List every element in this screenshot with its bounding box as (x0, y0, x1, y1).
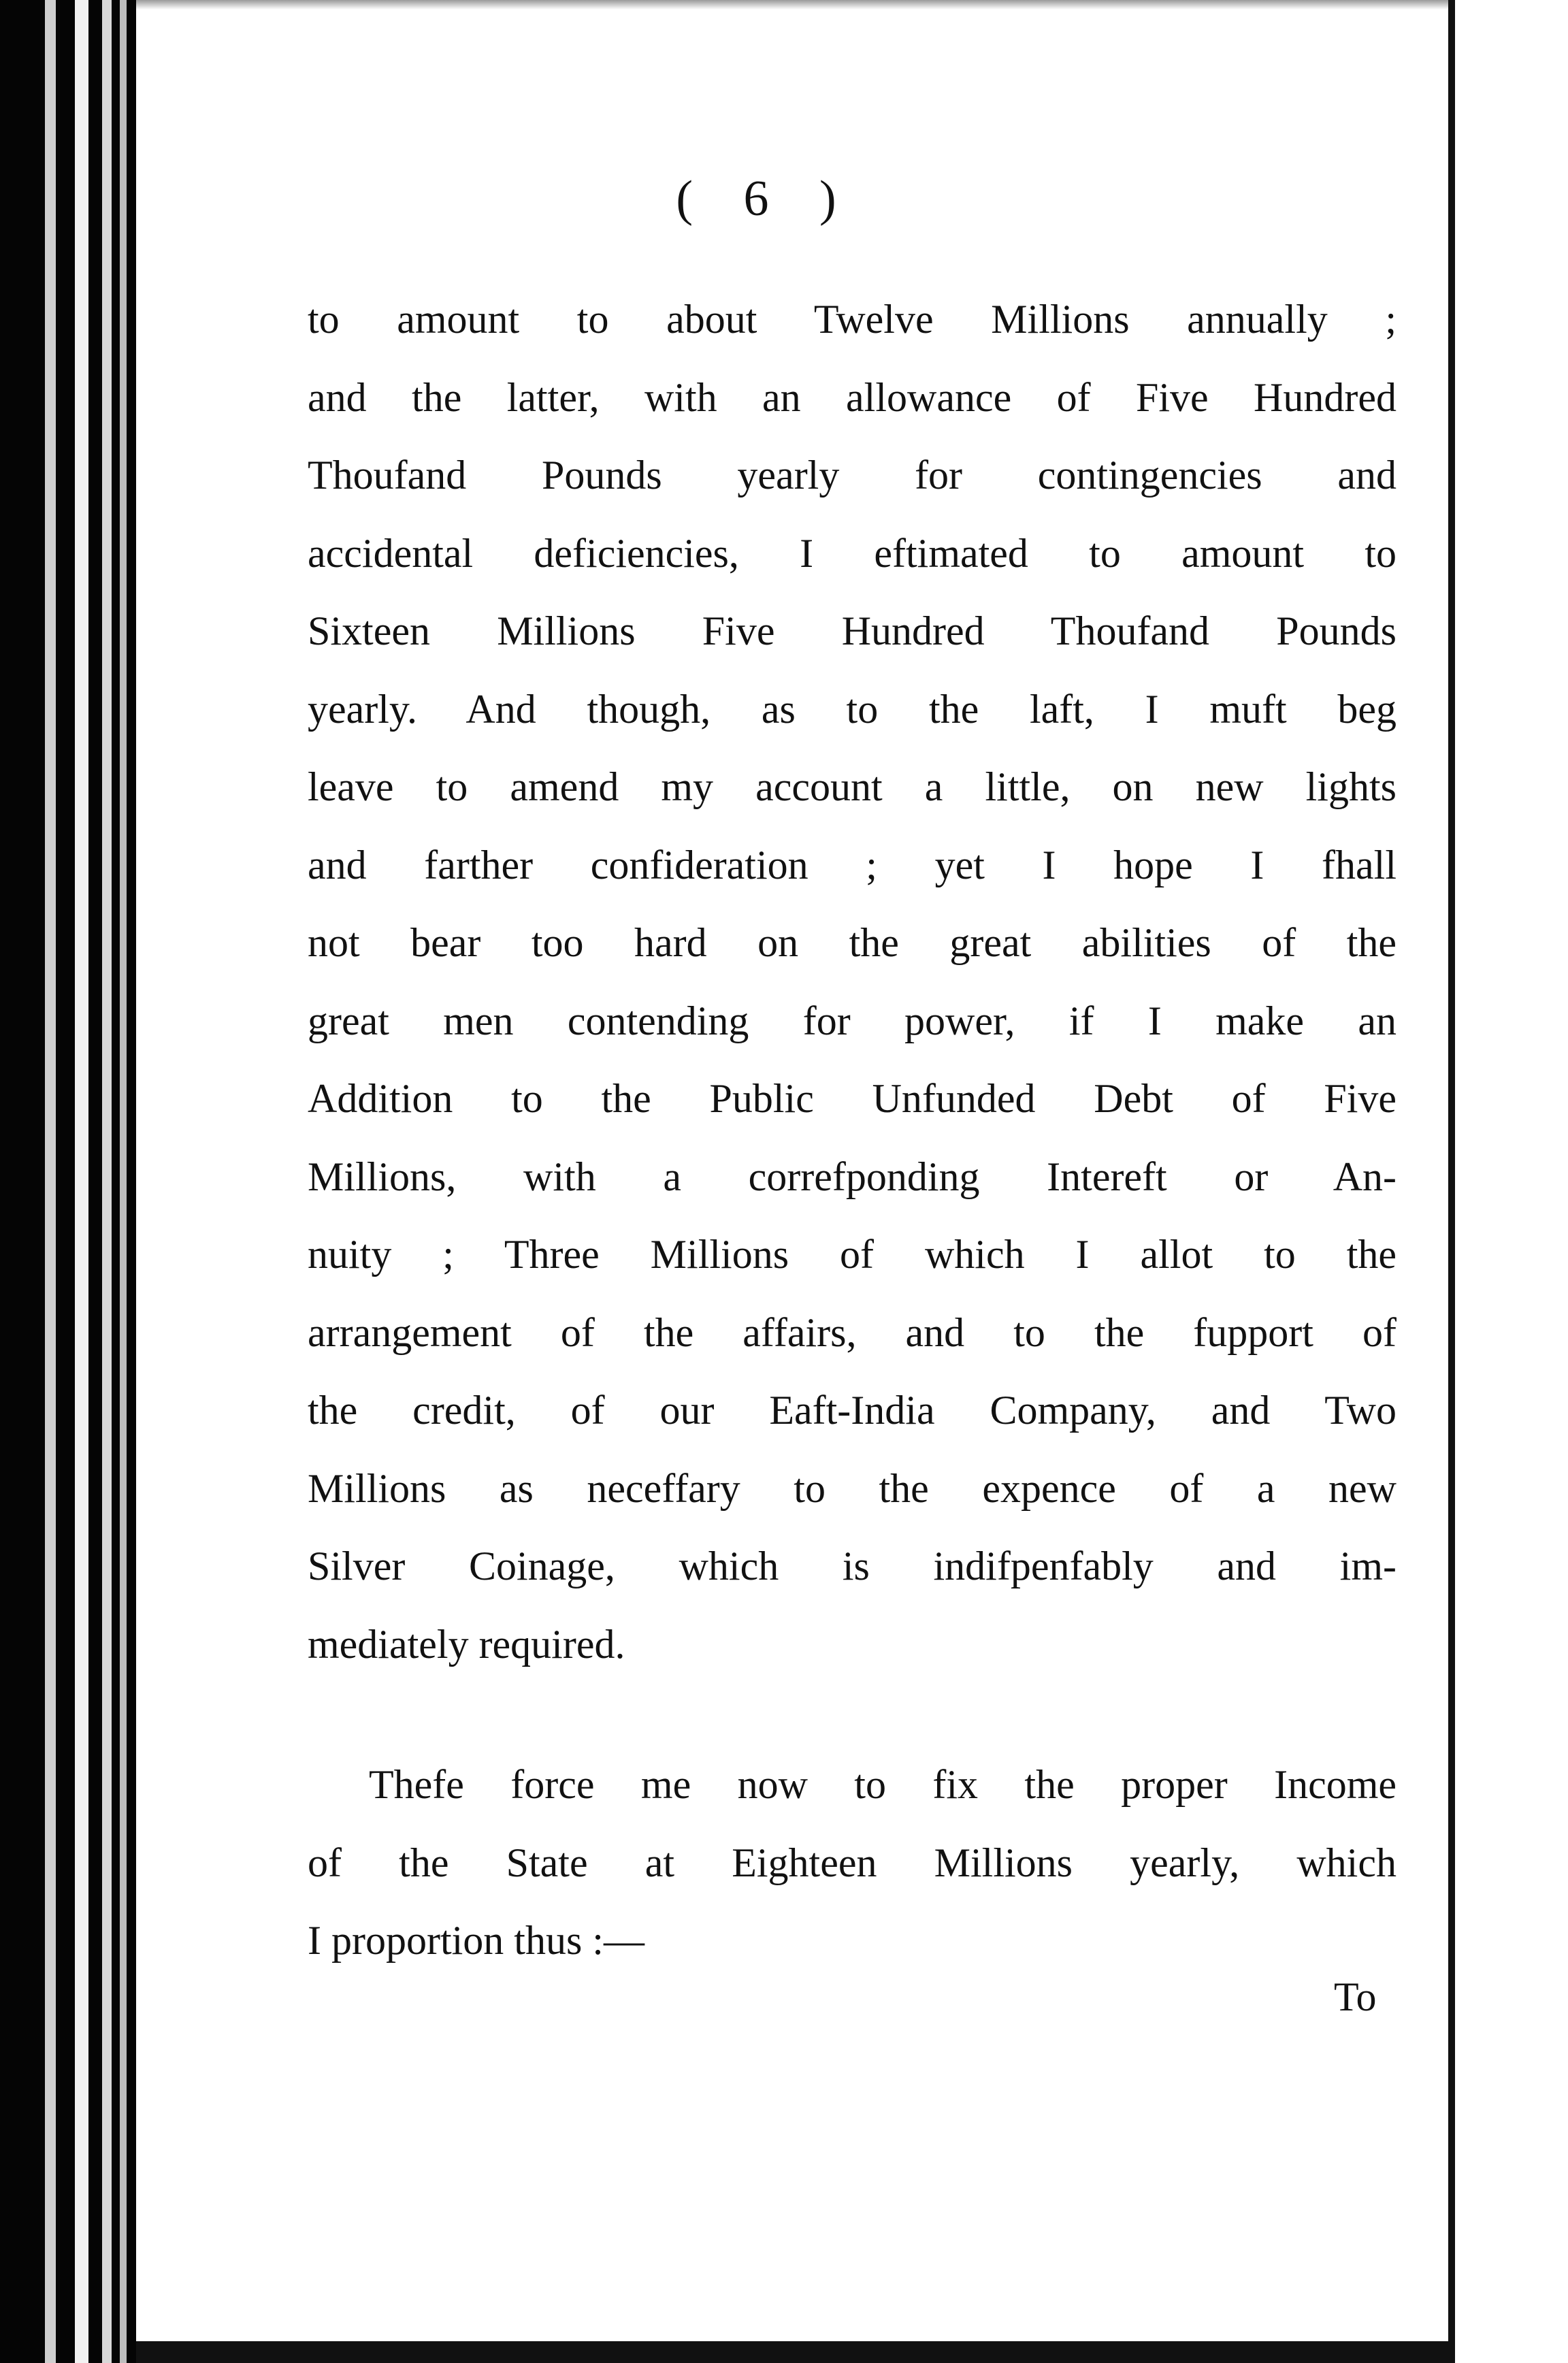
text-line: Millions as neceffary to the expence of a new (308, 1465, 1396, 1511)
text-line: Millions, with a correfponding Intereft or An- (308, 1154, 1396, 1199)
text-line: yearly. And though, as to the laft, I muft beg (308, 686, 1396, 732)
book-page (136, 0, 1450, 2341)
binding-strip (45, 0, 56, 2363)
text-line: Thoufand Pounds yearly for contingencies and (308, 453, 1396, 498)
text-line: the credit, of our Eaft-India Company, and Two (308, 1388, 1396, 1433)
page-body-text (308, 280, 1396, 1980)
text-line: to amount to about Twelve Millions annually ; (308, 297, 1396, 342)
binding-strip (102, 0, 112, 2363)
text-line: Silver Coinage, which is indifpenfably and im- (308, 1544, 1396, 1588)
bottom-scan-margin (136, 2341, 1450, 2363)
text-line: nuity ; Three Millions of which I allot to the (308, 1232, 1396, 1277)
text-line: leave to amend my account a little, on new lights (308, 764, 1396, 809)
text-line: and the latter, with an allowance of Five Hundred (308, 374, 1396, 420)
left-scan-margin (0, 0, 136, 2363)
page-number: ( 6 ) (676, 171, 855, 227)
right-scan-margin (1455, 0, 1568, 2363)
text-line: Addition to the Public Unfunded Debt of Five (308, 1076, 1396, 1121)
text-line: Sixteen Millions Five Hundred Thoufand Pounds (308, 608, 1396, 653)
text-line: not bear too hard on the great abilities of the (308, 920, 1396, 965)
text-line: I proportion thus :— (308, 1918, 644, 1963)
page-top-shadow (136, 0, 1450, 10)
text-line: mediately required. (308, 1621, 625, 1667)
page-right-rule (1448, 0, 1455, 2363)
paragraph-gap (308, 1683, 1396, 1746)
text-line: great men contending for power, if I make an (308, 998, 1396, 1043)
text-line: and farther confideration ; yet I hope I fhall (308, 842, 1396, 887)
catchword: To (1334, 1974, 1377, 2019)
binding-strip (75, 0, 88, 2363)
binding-strip (120, 0, 127, 2363)
text-line: of the State at Eighteen Millions yearly, which (308, 1840, 1396, 1885)
text-line: Thefe force me now to fix the proper Income (369, 1762, 1396, 1807)
text-line: arrangement of the affairs, and to the fupport of (308, 1309, 1396, 1355)
text-line: accidental deficiencies, I eftimated to amount to (308, 530, 1396, 576)
